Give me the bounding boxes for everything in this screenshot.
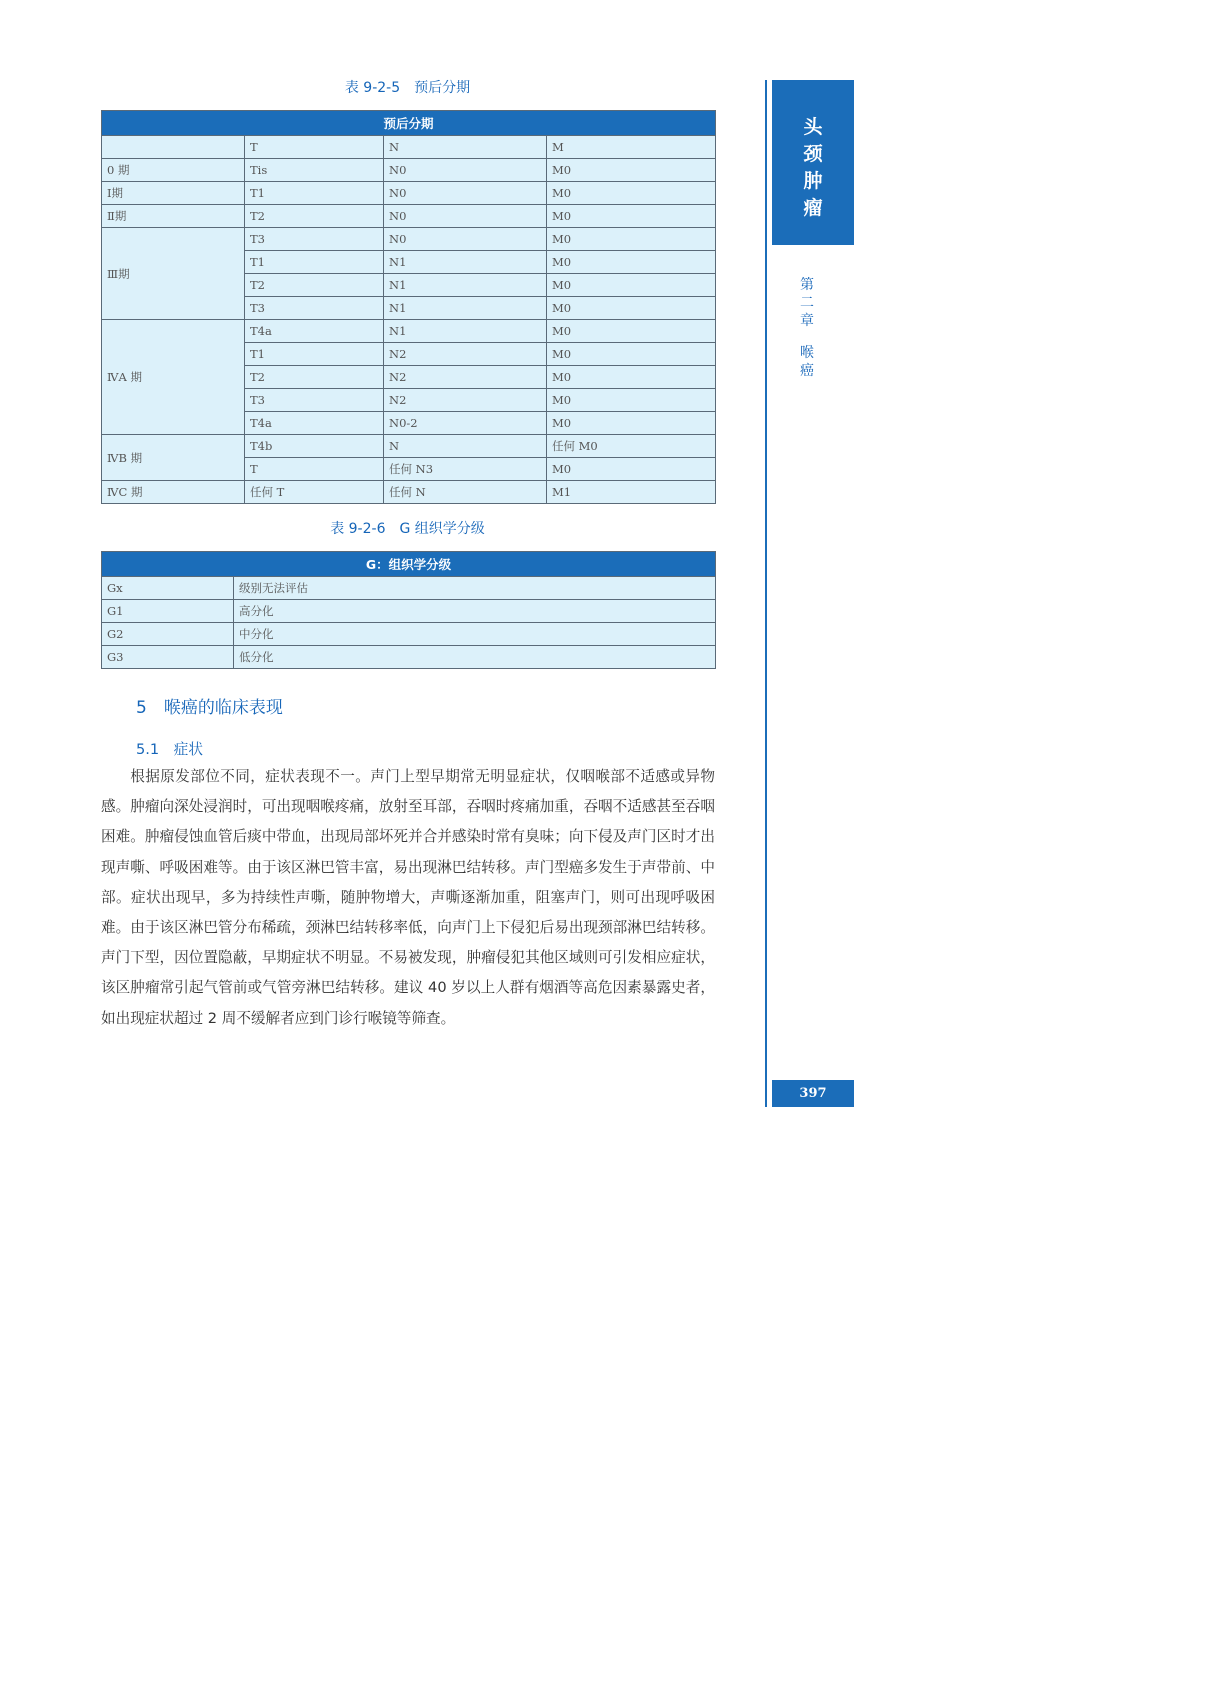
m-cell: M0 (547, 366, 716, 389)
n-cell: N0 (384, 159, 547, 182)
grade-code-cell: G1 (102, 600, 234, 623)
chapter-number: 第二章 (800, 277, 814, 329)
subsection-heading: 5.1 症状 (136, 741, 203, 758)
table-row (102, 182, 716, 205)
n-cell: N1 (384, 274, 547, 297)
n-cell: N1 (384, 297, 547, 320)
m-cell: M0 (547, 205, 716, 228)
grade-desc-cell: 中分化 (234, 623, 716, 646)
table-row (102, 205, 716, 228)
m-cell: M0 (547, 228, 716, 251)
t-cell: T1 (245, 343, 384, 366)
m-cell: M0 (547, 389, 716, 412)
table-row (102, 623, 716, 646)
n-cell: N2 (384, 366, 547, 389)
column-header-cell: N (384, 136, 547, 159)
t-cell: T2 (245, 205, 384, 228)
t-cell: T3 (245, 297, 384, 320)
m-cell: 任何 M0 (547, 435, 716, 458)
m-cell: M0 (547, 251, 716, 274)
page-number: 397 (772, 1080, 854, 1107)
table-row (102, 577, 716, 600)
t-cell: T3 (245, 228, 384, 251)
part-tab-title: 头颈肿瘤 (803, 116, 823, 219)
t-cell: T (245, 458, 384, 481)
n-cell: N1 (384, 320, 547, 343)
n-cell: N0-2 (384, 412, 547, 435)
m-cell: M0 (547, 458, 716, 481)
table1-header: 预后分期 (102, 111, 716, 136)
n-cell: N0 (384, 182, 547, 205)
grade-code-cell: G2 (102, 623, 234, 646)
grade-desc-cell: 高分化 (234, 600, 716, 623)
m-cell: M0 (547, 412, 716, 435)
table-row (102, 159, 716, 182)
t-cell: T1 (245, 251, 384, 274)
symptoms-paragraph: 根据原发部位不同，症状表现不一。声门上型早期常无明显症状，仅咽喉部不适感或异物感。肿瘤向深处浸润时，可出现咽喉疼痛，放射至耳部，吞咽时疼痛加重，吞咽不适感甚至吞咽困难。肿瘤侵蚀血管后痰中带血，出现局部坏死并合并感染时常有臭味；向下侵及声门区时才出现声嘶、呼吸困难等。由于该区淋巴管丰富，易出现淋巴结转移。声门型癌多发生于声带前、中部。症状出现早，多为持续性声嘶，随肿物增大，声嘶逐渐加重，阻塞声门，则可出现呼吸困难。由于该区淋巴管分布稀疏，颈淋巴结转移率低，向声门上下侵犯后易出现颈部淋巴结转移。声门下型，因位置隐蔽，早期症状不明显。不易被发现，肿瘤侵犯其他区域则可引发相应症状，该区肿瘤常引起气管前或气管旁淋巴结转移。建议 40 岁以上人群有烟酒等高危因素暴露史者，如出现症状超过 2 周不缓解者应到门诊行喉镜等筛查。 (101, 768, 715, 1027)
column-header-cell: M (547, 136, 716, 159)
stage-cell: Ⅱ期 (102, 205, 245, 228)
prognostic-stage-table (101, 110, 716, 504)
n-cell: N2 (384, 343, 547, 366)
table-row (102, 646, 716, 669)
table-row (102, 600, 716, 623)
n-cell: N1 (384, 251, 547, 274)
grade-code-cell: G3 (102, 646, 234, 669)
n-cell: N0 (384, 228, 547, 251)
column-header-cell: T (245, 136, 384, 159)
stage-cell: Ⅲ期 (102, 228, 245, 320)
table1-caption: 表 9-2-5 预后分期 (344, 80, 471, 96)
table2-caption: 表 9-2-6 G 组织学分级 (330, 521, 485, 537)
section-heading: 5 喉癌的临床表现 (136, 698, 283, 718)
m-cell: M1 (547, 481, 716, 504)
n-cell: N2 (384, 389, 547, 412)
t-cell: Tis (245, 159, 384, 182)
n-cell: N (384, 435, 547, 458)
t-cell: T4a (245, 320, 384, 343)
t-cell: T4b (245, 435, 384, 458)
chapter-topic: 喉癌 (800, 345, 814, 379)
n-cell: 任何 N3 (384, 458, 547, 481)
t-cell: T3 (245, 389, 384, 412)
m-cell: M0 (547, 320, 716, 343)
t-cell: T1 (245, 182, 384, 205)
grade-desc-cell: 低分化 (234, 646, 716, 669)
table-row (102, 320, 716, 343)
n-cell: 任何 N (384, 481, 547, 504)
t-cell: T2 (245, 366, 384, 389)
table-column-header-row (102, 136, 716, 159)
stage-cell: ⅣC 期 (102, 481, 245, 504)
n-cell: N0 (384, 205, 547, 228)
margin-rule (765, 80, 767, 1107)
stage-cell: Ⅰ期 (102, 182, 245, 205)
t-cell: T2 (245, 274, 384, 297)
grade-desc-cell: 级别无法评估 (234, 577, 716, 600)
m-cell: M0 (547, 297, 716, 320)
stage-cell: ⅣA 期 (102, 320, 245, 435)
m-cell: M0 (547, 343, 716, 366)
stage-cell: 0 期 (102, 159, 245, 182)
part-tab (772, 80, 854, 245)
m-cell: M0 (547, 274, 716, 297)
chapter-label (798, 276, 816, 380)
table-row (102, 228, 716, 251)
t-cell: 任何 T (245, 481, 384, 504)
m-cell: M0 (547, 159, 716, 182)
column-header-cell (102, 136, 245, 159)
stage-cell: ⅣB 期 (102, 435, 245, 481)
m-cell: M0 (547, 182, 716, 205)
table-row (102, 481, 716, 504)
table2-header: G：组织学分级 (102, 552, 716, 577)
table-row (102, 435, 716, 458)
histologic-grade-table (101, 551, 716, 669)
t-cell: T4a (245, 412, 384, 435)
grade-code-cell: Gx (102, 577, 234, 600)
